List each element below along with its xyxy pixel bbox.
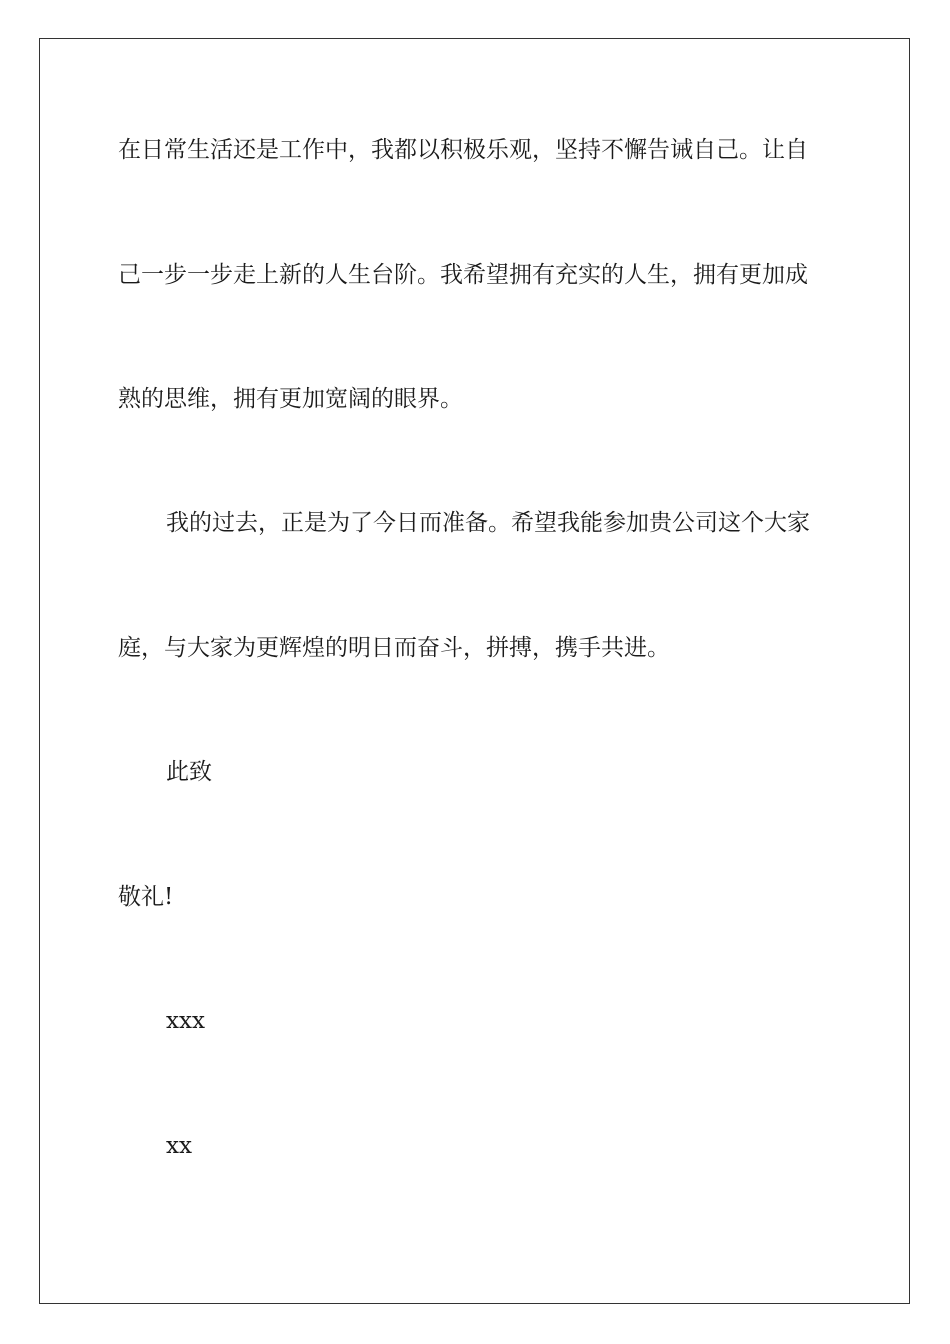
document-page	[39, 38, 910, 1304]
closing-regards: 敬礼!	[118, 884, 174, 910]
body-line-3: 熟的思维，拥有更加宽阔的眼界。	[118, 386, 463, 412]
closing-salutation: 此致	[166, 759, 212, 785]
signature-name: xxx	[166, 1008, 205, 1034]
signature-date: xx	[166, 1133, 192, 1159]
body-line-2: 己一步一步走上新的人生台阶。我希望拥有充实的人生，拥有更加成	[118, 262, 808, 288]
body-line-1: 在日常生活还是工作中，我都以积极乐观，坚持不懈告诫自己。让自	[118, 137, 808, 163]
body-line-5: 庭，与大家为更辉煌的明日而奋斗，拼搏，携手共进。	[118, 635, 670, 661]
body-line-4: 我的过去，正是为了今日而准备。希望我能参加贵公司这个大家	[166, 510, 810, 536]
